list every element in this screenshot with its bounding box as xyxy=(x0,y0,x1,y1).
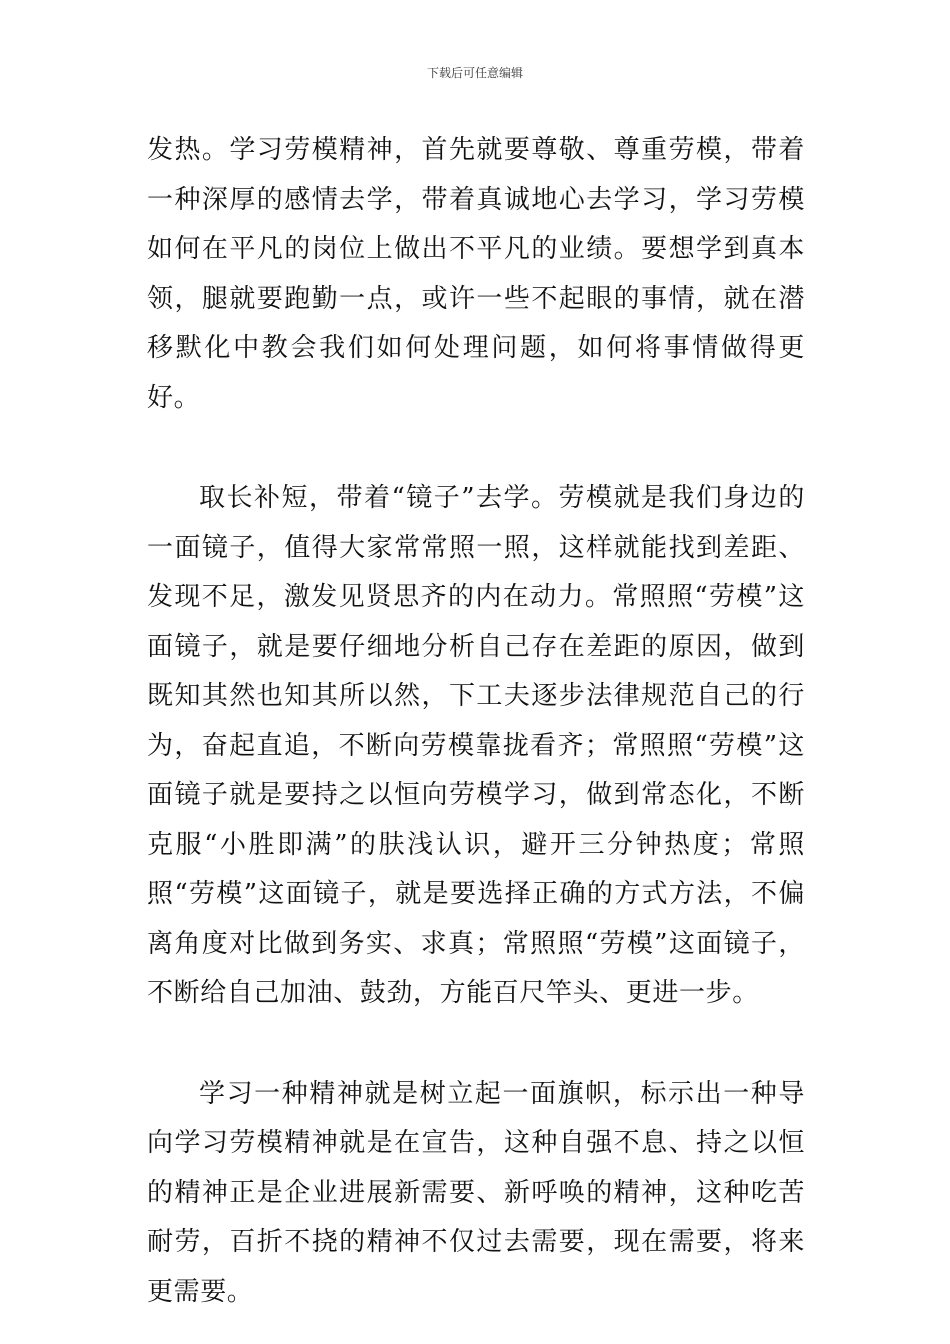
page-header-note: 下载后可任意编辑 xyxy=(426,66,523,80)
paragraph-spacer xyxy=(147,423,805,474)
paragraph-banner: 学习一种精神就是树立起一面旗帜，标示出一种导向学习劳模精神就是在宣告，这种自强不息、持之以恒的精神正是企业进展新需要、新呼唤的精神，这种吃苦耐劳，百折不挠的精神不仅过去需要，现在需要，将来更需要。 xyxy=(147,1078,805,1307)
paragraph-continuation: 发热。学习劳模精神，首先就要尊敬、尊重劳模，带着一种深厚的感情去学，带着真诚地心去学习，学习劳模如何在平凡的岗位上做出不平凡的业绩。要想学到真本领，腿就要跑勤一点，或许一些不起眼的事情，就在潜移默化中教会我们如何处理问题，如何将事情做得更好。 xyxy=(147,135,805,413)
paragraph-mirror: 取长补短，带着“镜子”去学。劳模就是我们身边的一面镜子，值得大家常常照一照，这样就能找到差距、发现不足，激发见贤思齐的内在动力。常照照“劳模”这面镜子，就是要仔细地分析自己存在差距的原因，做到既知其然也知其所以然，下工夫逐步法律规范自己的行为，奋起直追，不断向劳模靠拢看齐；常照照“劳模”这面镜子就是要持之以恒向劳模学习，做到常态化，不断克服“小胜即满”的肤浅认识，避开三分钟热度；常照照“劳模”这面镜子，就是要选择正确的方式方法，不偏离角度对比做到务实、求真；常照照“劳模”这面镜子，不断给自己加油、鼓劲，方能百尺竿头、更进一步。 xyxy=(147,483,805,1008)
paragraph-spacer xyxy=(147,1019,805,1070)
document-body xyxy=(147,126,805,1317)
